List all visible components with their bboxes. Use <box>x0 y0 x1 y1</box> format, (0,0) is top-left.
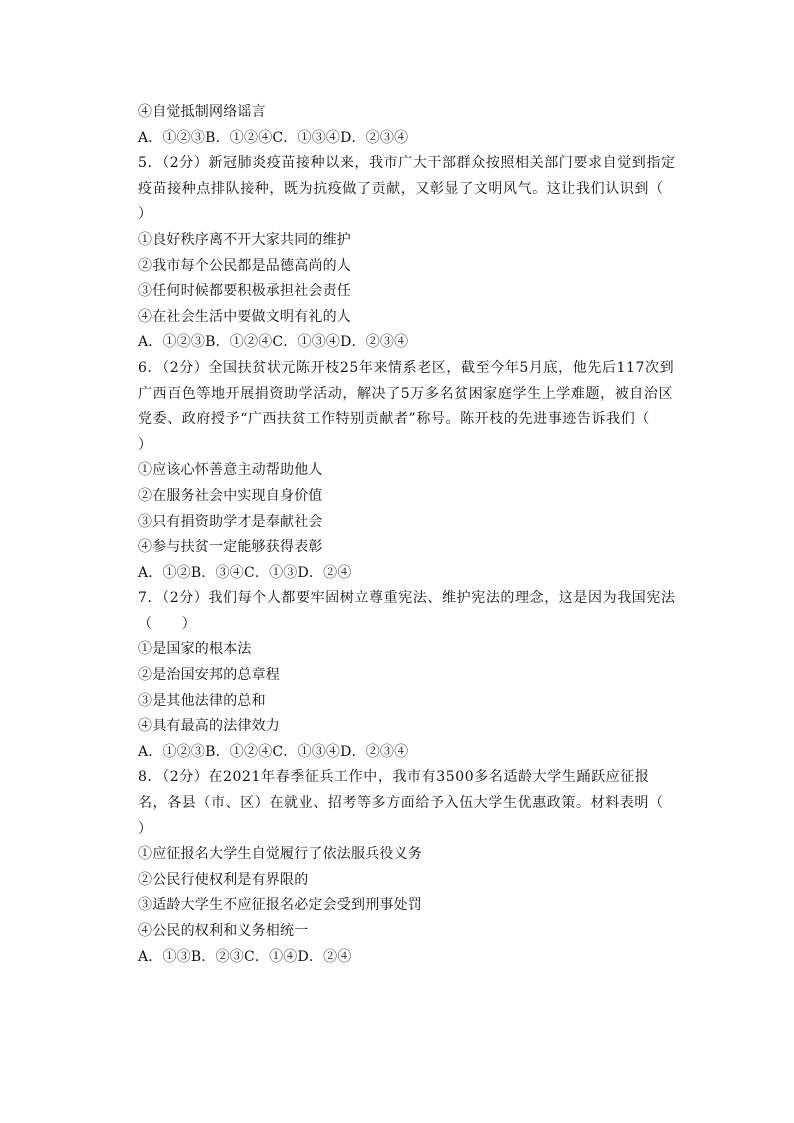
q7-option-3: ③是其他法律的总和 <box>138 692 266 709</box>
q7-option-2: ②是治国安邦的总章程 <box>138 667 280 684</box>
q5-option-1: ①良好秩序离不开大家共同的维护 <box>138 231 351 248</box>
q6-option-3: ③只有捐资助学才是奉献社会 <box>138 513 323 530</box>
q6-stem: 6．（2分）全国扶贫状元陈开枝25年来情系老区，截至今年5月底，他先后117次到广西百色等地开展捐资助学活动，解决了5万多名贫困家庭学生上学难题，被自治区党委、政府授予“广西扶贫工作特别贡献者”称号。陈开枝的先进事迹告诉我们（ ） <box>138 359 680 453</box>
q8-answer-choices: A．①③B．②③C．①④D．②④ <box>138 948 352 965</box>
q8-option-1: ①应征报名大学生自觉履行了依法服兵役义务 <box>138 846 422 863</box>
q8-stem: 8．（2分）在2021年春季征兵工作中，我市有3500多名适龄大学生踊跃应征报名，各县（市、区）在就业、招考等多方面给予入伍大学生优惠政策。材料表明（ ） <box>138 769 693 837</box>
q5-option-4: ④在社会生活中要做文明有礼的人 <box>138 308 351 325</box>
q8-option-2: ②公民行使权利是有界限的 <box>138 871 309 888</box>
q6-option-4: ④参与扶贫一定能够获得表彰 <box>138 539 323 556</box>
q5-option-3: ③任何时候都要积极承担社会责任 <box>138 283 351 300</box>
q4-answer-choices: A．①②③B．①②④C．①③④D．②③④ <box>138 129 409 146</box>
q7-answer-choices: A．①②③B．①②④C．①③④D．②③④ <box>138 743 409 760</box>
q5-option-2: ②我市每个公民都是品德高尚的人 <box>138 257 351 274</box>
q4-option-4: ④自觉抵制网络谣言 <box>138 104 266 120</box>
q7-option-1: ①是国家的根本法 <box>138 641 252 658</box>
q5-stem: 5．（2分）新冠肺炎疫苗接种以来，我市广大干部群众按照相关部门要求自觉到指定疫苗接种点排队接种，既为抗疫做了贡献，又彰显了文明风气。这让我们认识到（ ） <box>138 155 693 223</box>
q6-option-2: ②在服务社会中实现自身价值 <box>138 487 323 504</box>
q8-option-3: ③适龄大学生不应征报名必定会受到刑事处罚 <box>138 897 422 914</box>
q8-option-4: ④公民的权利和义务相统一 <box>138 923 309 939</box>
q6-answer-choices: A．①②B．③④C．①③D．②④ <box>138 564 352 581</box>
q5-answer-choices: A．①②③B．①②④C．①③④D．②③④ <box>138 334 409 351</box>
q7-option-4: ④具有最高的法律效力 <box>138 718 280 735</box>
exam-content <box>138 100 693 970</box>
q7-stem: 7．（2分）我们每个人都要牢固树立尊重宪法、维护宪法的理念，这是因为我国宪法（ ） <box>138 590 676 632</box>
q6-option-1: ①应该心怀善意主动帮助他人 <box>138 462 323 479</box>
